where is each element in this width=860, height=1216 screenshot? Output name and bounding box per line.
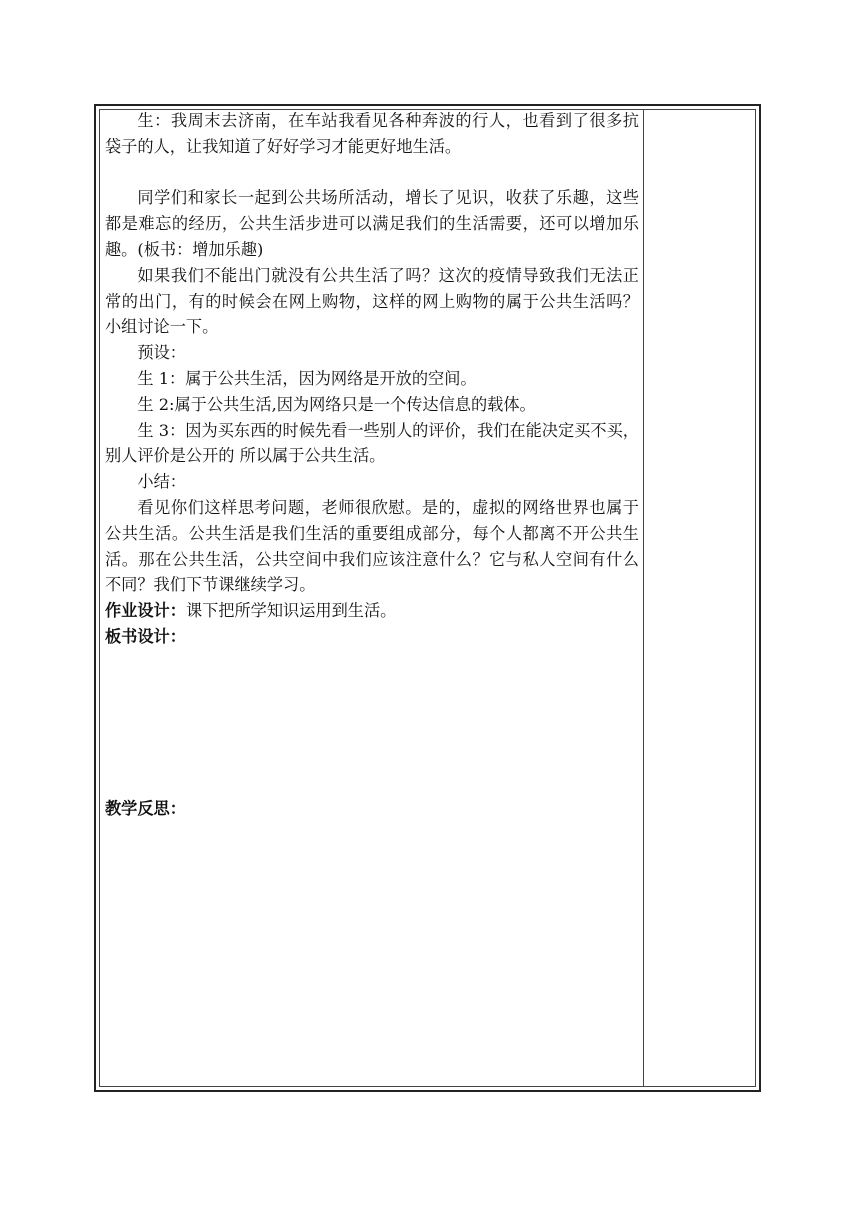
homework-text: 课下把所学知识运用到生活。 xyxy=(185,601,397,621)
paragraph-summary-fun: 同学们和家长一起到公共场所活动，增长了见识，收获了乐趣，这些都是难忘的经历，公共生活步进可以满足我们的生活需要，还可以增加乐趣。(板书：增加乐趣) xyxy=(105,188,639,259)
paragraph-student-example: 生：我周末去济南，在车站我看见各种奔波的行人，也看到了很多抗袋子的人，让我知道了好好学习才能更好地生活。 xyxy=(105,111,639,156)
reflection-label: 教学反思： xyxy=(105,798,186,818)
homework-line xyxy=(105,598,639,624)
board-design-area xyxy=(105,650,639,796)
homework-label: 作业设计： xyxy=(105,601,186,621)
paragraph-online-question: 如果我们不能出门就没有公共生活了吗？这次的疫情导致我们无法正常的出门，有的时候会在网上购物，这样的网上购物的属于公共生活吗？小组讨论一下。 xyxy=(105,265,639,337)
lesson-content-cell xyxy=(105,108,639,822)
paragraph-student-2: 生 2:属于公共生活,因为网络只是一个传达信息的载体。 xyxy=(137,394,536,414)
blank-line xyxy=(105,160,639,186)
paragraph-summary-label: 小结： xyxy=(137,472,186,492)
paragraph-student-3: 生 3：因为买东西的时候先看一些别人的评价，我们在能决定买不买，别人评价是公开的 所以属于公共生活。 xyxy=(105,420,639,466)
board-design-label: 板书设计： xyxy=(105,626,186,646)
notes-column xyxy=(644,110,755,1086)
paragraph-student-1: 生 1：属于公共生活，因为网络是开放的空间。 xyxy=(137,368,477,388)
paragraph-summary-text: 看见你们这样思考问题，老师很欣慰。是的，虚拟的网络世界也属于公共生活。公共生活是我们生活的重要组成部分，每个人都离不开公共生活。那在公共生活，公共空间中我们应该注意什么？它与私人空间有什么不同？我们下节课继续学习。 xyxy=(105,497,639,595)
paragraph-preset: 预设： xyxy=(137,343,186,363)
